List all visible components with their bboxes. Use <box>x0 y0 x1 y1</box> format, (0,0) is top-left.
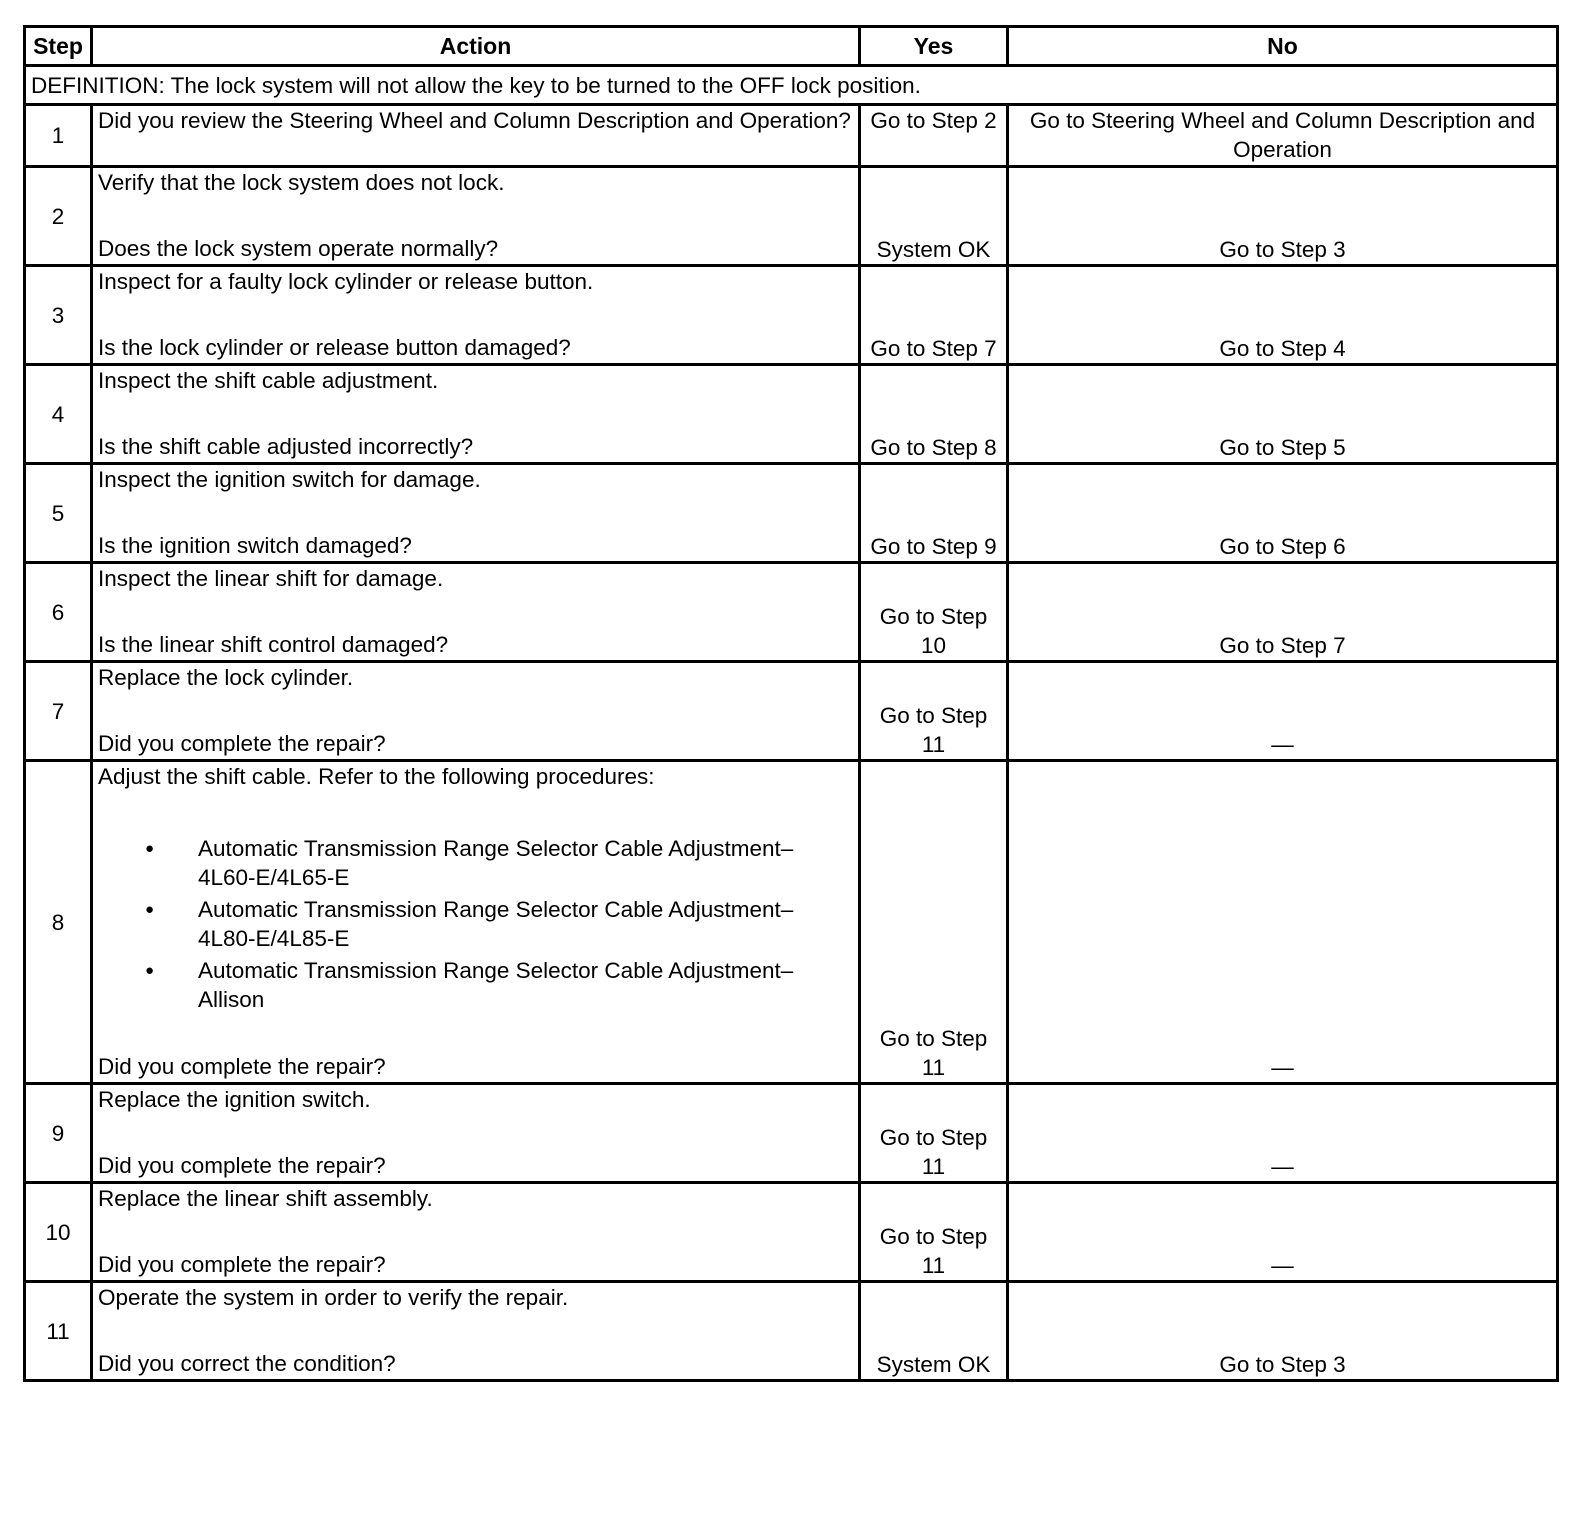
diagnostic-table <box>23 25 1559 1382</box>
table-row <box>25 1282 1558 1381</box>
action-text: Inspect the linear shift for damage. <box>98 566 444 591</box>
yes-cell: Go to Step 10 <box>860 563 1008 662</box>
table-row <box>25 662 1558 761</box>
step-number: 11 <box>25 1282 92 1381</box>
action-text: Inspect for a faulty lock cylinder or release button. <box>98 269 594 294</box>
header-step: Step <box>25 27 92 66</box>
action-question: Did you complete the repair? <box>98 1054 386 1079</box>
no-cell: Go to Step 7 <box>1008 563 1558 662</box>
action-text: Replace the ignition switch. <box>98 1087 371 1112</box>
header-yes: Yes <box>860 27 1008 66</box>
action-question: Is the linear shift control damaged? <box>98 632 449 657</box>
yes-cell: System OK <box>860 167 1008 266</box>
action-text: Did you review the Steering Wheel and Column Description and Operation? <box>98 108 851 133</box>
step-number: 4 <box>25 365 92 464</box>
no-cell: Go to Step 5 <box>1008 365 1558 464</box>
step-number: 5 <box>25 464 92 563</box>
yes-cell: Go to Step 7 <box>860 266 1008 365</box>
no-cell: Go to Step 6 <box>1008 464 1558 563</box>
header-no: No <box>1008 27 1558 66</box>
action-text: Inspect the shift cable adjustment. <box>98 368 439 393</box>
no-cell: — <box>1008 1183 1558 1282</box>
table-row <box>25 1084 1558 1183</box>
step-number: 7 <box>25 662 92 761</box>
no-cell: Go to Step 3 <box>1008 167 1558 266</box>
action-cell <box>92 662 860 761</box>
no-cell: Go to Step 3 <box>1008 1282 1558 1381</box>
table-row <box>25 1183 1558 1282</box>
action-question: Does the lock system operate normally? <box>98 236 499 261</box>
action-cell <box>92 1183 860 1282</box>
definition-text: DEFINITION: The lock system will not allow the key to be turned to the OFF lock position. <box>25 66 1558 105</box>
step-number: 8 <box>25 761 92 1084</box>
action-question: Did you complete the repair? <box>98 1252 386 1277</box>
table-row <box>25 761 1558 1084</box>
action-cell <box>92 563 860 662</box>
table-row <box>25 167 1558 266</box>
action-text: Adjust the shift cable. Refer to the following procedures: <box>98 764 655 789</box>
table-row <box>25 105 1558 167</box>
step-number: 10 <box>25 1183 92 1282</box>
no-cell: Go to Step 4 <box>1008 266 1558 365</box>
procedure-link[interactable]: ● Automatic Transmission Range Selector Cable Adjustment– 4L60-E/4L65-E <box>198 834 853 892</box>
yes-cell: Go to Step 11 <box>860 761 1008 1084</box>
action-question: Is the ignition switch damaged? <box>98 533 412 558</box>
action-text: Verify that the lock system does not lock. <box>98 170 505 195</box>
yes-cell: Go to Step 9 <box>860 464 1008 563</box>
action-question: Did you correct the condition? <box>98 1351 396 1376</box>
yes-cell: Go to Step 11 <box>860 1084 1008 1183</box>
action-cell <box>92 266 860 365</box>
action-question: Is the shift cable adjusted incorrectly? <box>98 434 474 459</box>
step-number: 9 <box>25 1084 92 1183</box>
procedure-link[interactable]: ● Automatic Transmission Range Selector Cable Adjustment– 4L80-E/4L85-E <box>198 895 853 953</box>
no-cell: — <box>1008 1084 1558 1183</box>
no-cell: Go to Steering Wheel and Column Description and Operation <box>1008 105 1558 167</box>
action-cell <box>92 167 860 266</box>
step-number: 1 <box>25 105 92 167</box>
action-question: Did you complete the repair? <box>98 731 386 756</box>
no-cell: — <box>1008 662 1558 761</box>
yes-cell: Go to Step 2 <box>860 105 1008 167</box>
action-text: Replace the linear shift assembly. <box>98 1186 433 1211</box>
diagnostic-table-container <box>23 25 1559 1382</box>
action-question: Did you complete the repair? <box>98 1153 386 1178</box>
action-text: Operate the system in order to verify the repair. <box>98 1285 569 1310</box>
action-cell <box>92 464 860 563</box>
no-cell: — <box>1008 761 1558 1084</box>
table-row <box>25 266 1558 365</box>
action-text: Inspect the ignition switch for damage. <box>98 467 481 492</box>
action-text: Replace the lock cylinder. <box>98 665 354 690</box>
yes-cell: System OK <box>860 1282 1008 1381</box>
action-cell <box>92 1084 860 1183</box>
definition-row <box>25 66 1558 105</box>
step-number: 2 <box>25 167 92 266</box>
header-row <box>25 27 1558 66</box>
table-row <box>25 365 1558 464</box>
table-row <box>25 563 1558 662</box>
action-question: Is the lock cylinder or release button damaged? <box>98 335 571 360</box>
procedure-list <box>98 834 853 1014</box>
yes-cell: Go to Step 11 <box>860 1183 1008 1282</box>
step-number: 3 <box>25 266 92 365</box>
procedure-link[interactable]: ● Automatic Transmission Range Selector Cable Adjustment– Allison <box>198 956 853 1014</box>
step-number: 6 <box>25 563 92 662</box>
action-cell <box>92 1282 860 1381</box>
header-action: Action <box>92 27 860 66</box>
action-cell <box>92 761 860 1084</box>
action-cell <box>92 365 860 464</box>
table-row <box>25 464 1558 563</box>
action-cell <box>92 105 860 167</box>
yes-cell: Go to Step 8 <box>860 365 1008 464</box>
yes-cell: Go to Step 11 <box>860 662 1008 761</box>
